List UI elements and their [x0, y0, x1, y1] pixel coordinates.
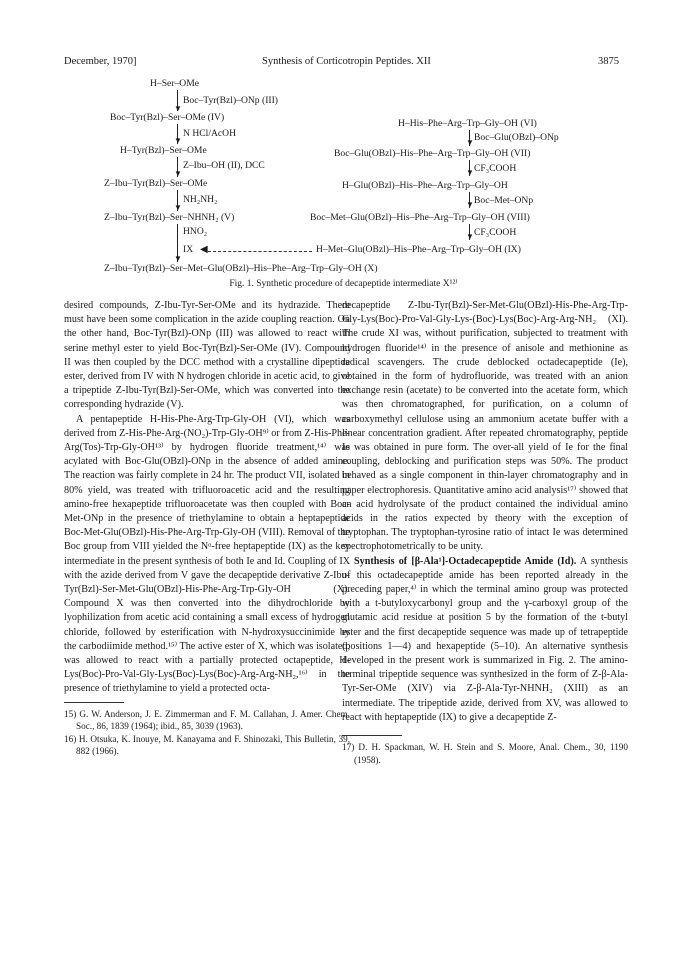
scheme-left-arrowhead-3: ▼: [174, 169, 182, 178]
footnote-rule-left: [64, 702, 124, 703]
running-header: [0, 56, 687, 70]
scheme-left-reagent-6: IX: [183, 244, 194, 255]
scheme-left-arrowhead-2: ▼: [174, 136, 182, 145]
synthesis-scheme: [0, 76, 687, 296]
scheme-coupling-arrow: [208, 251, 312, 252]
header-page-number: 3875: [598, 56, 619, 67]
left-paragraph-2: A pentapeptide H-His-Phe-Arg-Trp-Gly-OH (VI), which was derived from Z-His-Phe-Arg-(NO₂)-Trp-Gly-OH⁹⁾ or from Z-His-Phe-Arg(Tos)-Trp-Gly-OH¹³⁾ by hydrogen fluoride treatment,¹⁴⁾ was acylated with Boc-Glu(OBzl)-ONp in the absence of added amine. The reaction was fairly complete in 24 hr. The product VII, isolated in 80% yield, was treated with trifluoroacetic acid and the resulting amino-free hexapeptide trifluoroacetate was then coupled with Boc-Met-ONp in the presence of triethylamine to obtain a heptapeptide Boc-Met-Glu(OBzl)-His-Phe-Arg-Trp-Gly-OH (VIII). Removal of the Boc group from VIII yielded the Nᵅ-free heptapeptide (IX) as the key intermediate in the present synthesis of both Ie and Id. Coupling of IX with the azide derived from V gave the decapeptide derivative Z-Ibu-Tyr(Bzl)-Ser-Met-Glu(OBzl)-His-Phe-Arg-Trp-Gly-OH (X). Compound X was then converted into the dihydrochloride by lyophilization from acetic acid containing a small excess of hydrogen chloride, followed by esterification with N-hydroxysuccinimide by the carbodiimide method.¹⁵⁾ The active ester of X, which was isolated, was allowed to react with a partially protected octapeptide, H-Lys(Boc)-Pro-Val-Gly-Lys(Boc)-Lys(Boc)-Arg-Arg-NH₂,¹⁶⁾ in the presence of triethylamine to yield a protected octa-: [64, 413, 350, 695]
footnote-rule-right: [342, 735, 402, 736]
scheme-right-reagent-1: Boc–Glu(OBzl)–ONp: [474, 132, 559, 143]
scheme-left-product: Z–Ibu–Tyr(Bzl)–Ser–Met–Glu(OBzl)–His–Phe–Arg–Trp–Gly–OH (X): [104, 263, 378, 274]
scheme-left-reagent-2: N HCl/AcOH: [183, 128, 237, 139]
right-paragraph-2: [342, 555, 628, 725]
right-paragraph-2-body: A synthesis of this octadecapeptide amide has been reported already in the preceding paper,⁴⁾ in which the terminal amino group was protected with a t-butyloxycarbonyl group and the γ-carboxyl group of the glutamic acid residue at position 5 by the formation of the t-butyl ester and the first decapeptide sequence was made up of tetrapeptide (positions 1—4) and hexapeptide (5–10). An alternative synthesis developed in the present work is summarized in Fig. 2. The amino-terminal tripeptide sequence was synthesized in the form of Z-β-Ala-Tyr-Ser-OMe (XIV) via Z-β-Ala-Tyr-NHNH₂ (XIII) as an intermediate. The tripeptide azide, derived from XV, was allowed to react with heptapeptide (IX) to give a decapeptide Z-: [342, 555, 628, 723]
header-date: December, 1970]: [64, 56, 137, 67]
scheme-left-arrowhead-5: ▼: [174, 254, 182, 263]
scheme-left-arrowhead-4: ▼: [174, 203, 182, 212]
scheme-left-reagent-4: NH₂NH₂: [183, 194, 218, 205]
scheme-left-reagent-1: Boc–Tyr(Bzl)–ONp (III): [183, 95, 278, 106]
header-title: Synthesis of Corticotropin Peptides. XII: [262, 56, 431, 67]
scheme-left-arrowhead-1: ▼: [174, 104, 182, 113]
scheme-right-reagent-3: Boc–Met–ONp: [474, 195, 534, 206]
footnote-17: 17) D. H. Spackman, W. H. Stein and S. Moore, Anal. Chem., 30, 1190 (1958).: [342, 742, 628, 765]
figure-caption: Fig. 1. Synthetic procedure of decapeptide intermediate X¹²⁾: [229, 279, 458, 289]
scheme-right-reagent-2: CF₃COOH: [474, 163, 517, 174]
section-heading: Synthesis of [β-Ala¹]-Octadecapeptide Amide (Id).: [354, 555, 577, 567]
scheme-right-compound-1: H–His–Phe–Arg–Trp–Gly–OH (VI): [398, 118, 537, 129]
scheme-right-compound-2: Boc–Glu(OBzl)–His–Phe–Arg–Trp–Gly–OH (VII): [334, 148, 531, 159]
left-column: [64, 299, 350, 757]
footnote-15: 15) G. W. Anderson, J. E. Zimmerman and F. M. Callahan, J. Amer. Chem. Soc., 86, 1839 (1964); ibid., 85, 3039 (1963).: [64, 708, 350, 732]
left-paragraph-1: desired compounds, Z-Ibu-Tyr-Ser-OMe and its hydrazide. There must have been some complication in the azide coupling reaction. On the other hand, Boc-Tyr(Bzl)-ONp (III) was allowed to react with serine methyl ester to yield Boc-Tyr(Bzl)-Ser-OMe (IV). Compound II was then coupled by the DCC method with a crystalline dipeptide ester, derived from IV with N hydrogen chloride in acetic acid, to give a tripeptide Z-Ibu-Tyr(Bzl)-Ser-OMe, which was converted into the corresponding hydrazide (V).: [64, 300, 350, 411]
scheme-left-compound-4: Z–Ibu–Tyr(Bzl)–Ser–OMe: [104, 178, 208, 189]
scheme-right-arrowhead-2: ▼: [466, 168, 474, 177]
scheme-left-compound-1: H–Ser–OMe: [150, 78, 200, 89]
scheme-left-reagent-5: HNO₂: [183, 226, 208, 237]
right-column: [342, 299, 628, 766]
scheme-coupling-arrowhead: ◀: [200, 244, 208, 255]
scheme-left-compound-5: Z–Ibu–Tyr(Bzl)–Ser–NHNH₂ (V): [104, 212, 235, 223]
scheme-right-arrowhead-3: ▼: [466, 200, 474, 209]
scheme-right-compound-3: H–Glu(OBzl)–His–Phe–Arg–Trp–Gly–OH: [342, 180, 508, 191]
scheme-left-reagent-3: Z–Ibu–OH (II), DCC: [183, 160, 265, 171]
scheme-right-arrowhead-1: ▼: [466, 138, 474, 147]
scheme-left-compound-2: Boc–Tyr(Bzl)–Ser–OMe (IV): [110, 112, 225, 123]
right-paragraph-1: decapeptide Z-Ibu-Tyr(Bzl)-Ser-Met-Glu(OBzl)-His-Phe-Arg-Trp-Gly-Lys(Boc)-Pro-Val-Gly-Lys-(Boc)-Lys(Boc)-Arg-Arg-NH₂ (XI). The crude XI was, without purification, subjected to treatment with hydrogen fluoride¹⁴⁾ in the presence of anisole and methionine as radical scavengers. The crude deblocked octadecapeptide (Ie), obtained in the form of hydrofluoride, was treated with an anion exchange resin (acetate) to be converted into the acetate form, which was then chromatographed, for purification, on a column of carboxymethyl cellulose using an ammonium acetate buffer with a linear concentration gradient. After repeated chromatography, peptide Ie was obtained in pure form. The over-all yield of Ie for the final coupling, deblocking and purification steps was 50%. The product behaved as a single component in thin-layer chromatography and in paper electrophoresis. Quantitative amino acid analysis¹⁷⁾ showed that an acid hydrolysate of the product contained the individual amino acids in the ratios expected by theory with the exception of tryptophan. The tryptophan-tyrosine ratio of intact Ie was determined spectrophotometrically to be unity.: [342, 300, 628, 553]
scheme-right-reagent-4: CF₃COOH: [474, 227, 517, 238]
scheme-right-compound-5: H–Met–Glu(OBzl)–His–Phe–Arg–Trp–Gly–OH (IX): [316, 244, 521, 255]
footnote-16: 16) H. Otsuka, K. Inouye, M. Kanayama and F. Shinozaki, This Bulletin, 39, 882 (1966).: [64, 733, 350, 756]
scheme-right-compound-4: Boc–Met–Glu(OBzl)–His–Phe–Arg–Trp–Gly–OH (VIII): [310, 212, 530, 223]
scheme-right-arrowhead-4: ▼: [466, 232, 474, 241]
scheme-left-compound-3: H–Tyr(Bzl)–Ser–OMe: [120, 145, 207, 156]
